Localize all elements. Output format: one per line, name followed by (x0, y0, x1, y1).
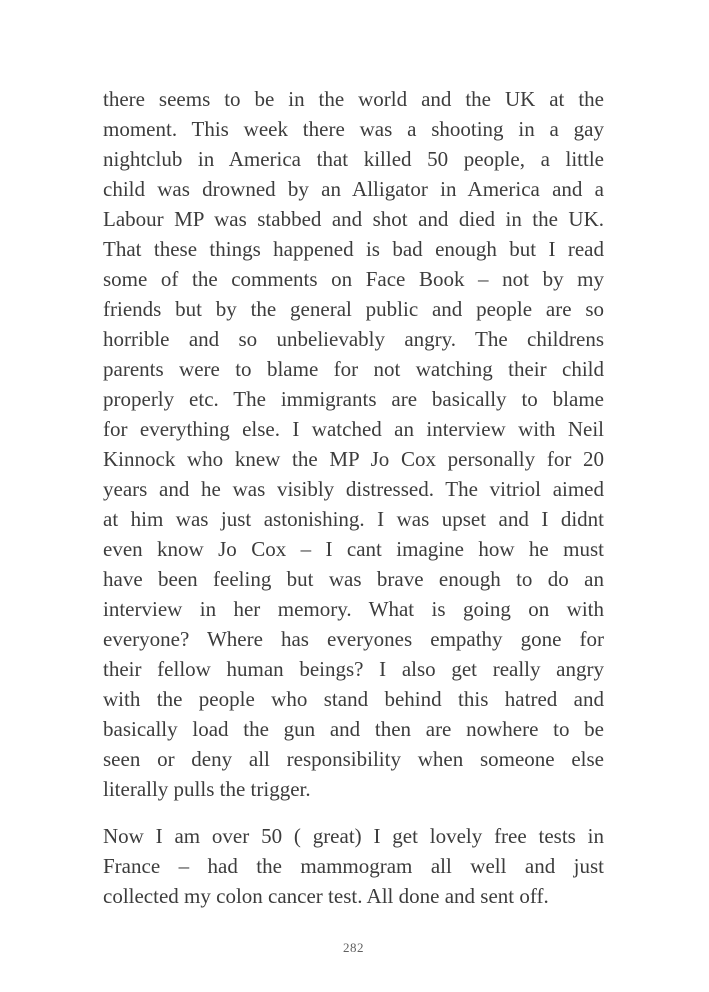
paragraph (103, 84, 604, 804)
text-line: for everything else. I watched an interview with Neil (103, 417, 604, 441)
text-line: have been feeling but was brave enough to do an (103, 567, 604, 591)
text-line: properly etc. The immigrants are basically to blame (103, 387, 604, 411)
text-line: friends but by the general public and people are so (103, 297, 604, 321)
text-line: everyone? Where has everyones empathy gone for (103, 627, 604, 651)
text-line: even know Jo Cox – I cant imagine how he must (103, 537, 604, 561)
text-line: child was drowned by an Alligator in America and a (103, 177, 604, 201)
page-text-block (103, 84, 604, 928)
text-line: horrible and so unbelievably angry. The childrens (103, 327, 604, 351)
text-line: their fellow human beings? I also get really angry (103, 657, 604, 681)
text-line: That these things happened is bad enough but I read (103, 237, 604, 261)
text-line: France – had the mammogram all well and just (103, 854, 604, 878)
paragraph (103, 821, 604, 911)
text-line: Labour MP was stabbed and shot and died in the UK. (103, 207, 604, 231)
text-line: Kinnock who knew the MP Jo Cox personally for 20 (103, 447, 604, 471)
text-line: basically load the gun and then are nowhere to be (103, 717, 604, 741)
text-line: years and he was visibly distressed. The vitriol aimed (103, 477, 604, 501)
text-line: literally pulls the trigger. (103, 777, 311, 801)
text-line: at him was just astonishing. I was upset and I didnt (103, 507, 604, 531)
text-line: with the people who stand behind this hatred and (103, 687, 604, 711)
text-line: Now I am over 50 ( great) I get lovely free tests in (103, 824, 604, 848)
text-line: parents were to blame for not watching their child (103, 357, 604, 381)
text-line: seen or deny all responsibility when someone else (103, 747, 604, 771)
text-line: interview in her memory. What is going on with (103, 597, 604, 621)
text-line: nightclub in America that killed 50 people, a little (103, 147, 604, 171)
text-line: moment. This week there was a shooting in a gay (103, 117, 604, 141)
text-line: collected my colon cancer test. All done and sent off. (103, 884, 549, 908)
text-line: there seems to be in the world and the UK at the (103, 87, 604, 111)
text-line: some of the comments on Face Book – not by my (103, 267, 604, 291)
page-number: 282 (343, 940, 364, 955)
